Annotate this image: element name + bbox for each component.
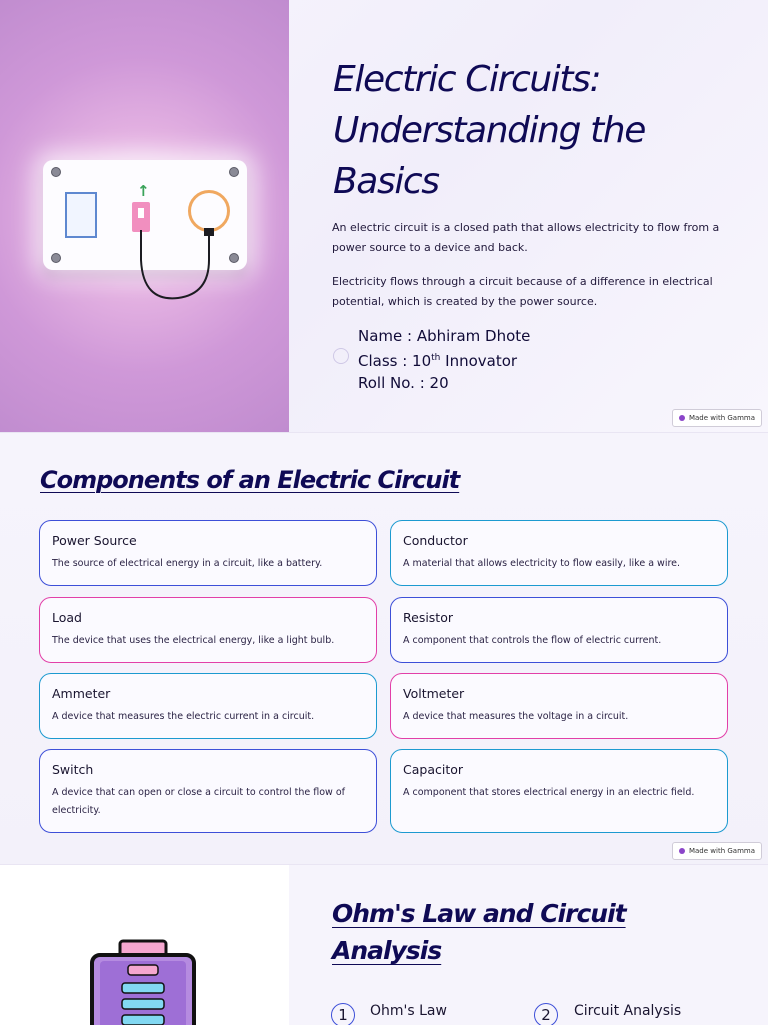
card-title: Resistor	[403, 610, 453, 625]
card-title: Capacitor	[403, 762, 464, 777]
author-roll: Roll No. : 20	[358, 374, 449, 392]
card-description: A device that measures the voltage in a circuit.	[403, 711, 629, 722]
card-title: Switch	[52, 762, 94, 777]
intro-paragraph: An electric circuit is a closed path that allows electricity to flow from a power source to a device and back.	[332, 221, 720, 254]
intro-paragraph: Electricity flows through a circuit because of a difference in electrical potential, which is created by the power source.	[332, 275, 713, 308]
component-card	[39, 749, 377, 833]
component-card	[390, 597, 728, 663]
up-arrow-icon: ↑	[137, 182, 150, 200]
step-label: Ohm's Law	[370, 1003, 447, 1019]
badge-label: Made with Gamma	[688, 414, 755, 422]
page-title: Electric Circuits: Understanding the Basics	[333, 59, 645, 202]
slide-title	[0, 0, 768, 432]
card-description: The source of electrical energy in a circuit, like a battery.	[52, 558, 323, 569]
component-card	[39, 520, 377, 586]
gamma-logo-icon	[679, 848, 685, 854]
component-card	[390, 673, 728, 739]
cable-icon	[43, 160, 247, 310]
slide-ohms-law	[0, 864, 768, 1025]
bullet-circle-icon	[333, 348, 349, 364]
component-card	[39, 597, 377, 663]
step-number-badge: 2	[534, 1003, 558, 1025]
class-suffix: Innovator	[440, 352, 518, 370]
gamma-logo-icon	[679, 415, 685, 421]
author-name: Name : Abhiram Dhote	[358, 327, 531, 345]
card-description: A material that allows electricity to flow easily, like a wire.	[403, 558, 681, 569]
section-heading: Components of an Electric Circuit	[40, 466, 460, 494]
card-description: A device that can open or close a circuit to control the flow of electricity.	[52, 787, 345, 816]
card-description: The device that uses the electrical energy, like a light bulb.	[52, 635, 335, 646]
card-title: Power Source	[52, 533, 137, 548]
card-description: A device that measures the electric current in a circuit.	[52, 711, 315, 722]
section-heading: Ohm's Law and Circuit Analysis	[332, 899, 626, 965]
class-prefix: Class : 10	[358, 352, 432, 370]
made-with-gamma-badge[interactable]	[672, 409, 762, 427]
card-title: Conductor	[403, 533, 468, 548]
author-info	[358, 325, 530, 394]
card-description: A component that controls the flow of electric current.	[403, 635, 662, 646]
hero-image-circuit-board	[0, 0, 289, 432]
card-title: Ammeter	[52, 686, 111, 701]
circuit-panel	[43, 160, 247, 270]
step-label: Circuit Analysis	[574, 1003, 682, 1019]
author-class	[358, 347, 530, 372]
battery-illustration	[0, 865, 289, 1025]
made-with-gamma-badge[interactable]	[672, 842, 762, 860]
card-title: Load	[52, 610, 82, 625]
component-card	[390, 520, 728, 586]
badge-label: Made with Gamma	[688, 847, 755, 855]
component-card	[39, 673, 377, 739]
card-title: Voltmeter	[403, 686, 465, 701]
step-number-badge: 1	[331, 1003, 355, 1025]
card-description: A component that stores electrical energy in an electric field.	[403, 787, 695, 798]
slide-components	[0, 432, 768, 865]
class-superscript: th	[431, 353, 441, 363]
component-card	[390, 749, 728, 833]
battery-icon	[0, 865, 289, 1025]
